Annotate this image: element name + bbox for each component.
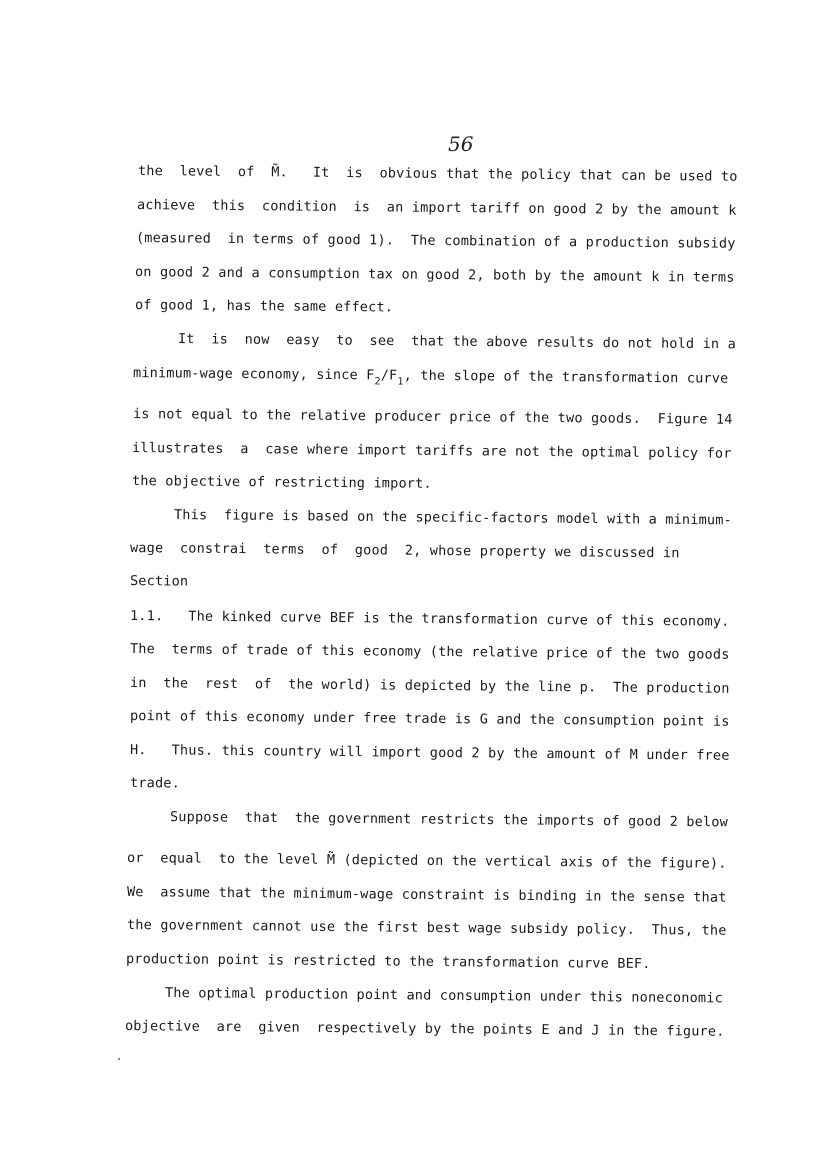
text-line: is not equal to the relative producer price of the two goods. Figure 14 (132, 406, 733, 428)
text-line: achieve this condition is an import tariff on good 2 by the amount k (136, 197, 737, 219)
text-line: It is now easy to see that the above results do not hold in a (177, 331, 737, 353)
text-line: the level of M̃. It is obvious that the policy that can be used to (137, 163, 738, 185)
text-line: illustrates a case where import tariffs are not the optimal policy for (131, 440, 732, 462)
text-line: (measured in terms of good 1). The combination of a production subsidy (135, 230, 736, 252)
text-line: The terms of trade of this economy (the relative price of the two goods (129, 641, 730, 663)
text-line: on good 2 and a consumption tax on good 2, both by the amount k in terms (134, 264, 735, 286)
text-line: or equal to the level M̃ (depicted on the vertical axis of the figure). (126, 850, 727, 872)
text-line: in the rest of the world) is depicted by the line p. The production (129, 675, 730, 697)
text-line: trade. (129, 775, 181, 792)
slope-text-mid: /F (380, 367, 398, 384)
text-line: wage constrai terms of good 2, whose property we discussed in (129, 540, 680, 562)
text-line: of good 1, has the same effect. (134, 297, 394, 316)
text-line: 1.1. The kinked curve BEF is the transformation curve of this economy. (129, 608, 730, 630)
text-line: the objective of restricting import. (131, 473, 432, 492)
text-line: This figure is based on the specific-factors model with a minimum- (173, 507, 733, 529)
text-line-with-subscripts (133, 367, 729, 391)
text-line: H. Thus. this country will import good 2 by the amount of M under free (129, 742, 730, 764)
subscript-2: 2 (374, 376, 381, 388)
slope-text-before: minimum-wage economy, since F (132, 365, 375, 384)
text-line: the government cannot use the first best wage subsidy policy. Thus, the (126, 917, 727, 939)
text-line: point of this economy under free trade is G and the consumption point is (129, 708, 730, 730)
text-line: production point is restricted to the transformation curve BEF. (125, 951, 651, 973)
text-line: Suppose that the government restricts the imports of good 2 below (169, 809, 729, 831)
page-number: 56 (448, 132, 474, 156)
text-line: objective are given respectively by the points E and J in the figure. (124, 1018, 725, 1040)
text-line: The optimal production point and consumption under this noneconomic (164, 985, 724, 1007)
subscript-1: 1 (397, 376, 404, 388)
text-line: We assume that the minimum-wage constraint is binding in the sense that (126, 884, 727, 906)
scan-speck (118, 1058, 120, 1060)
slope-text-after: , the slope of the transformation curve (403, 367, 729, 387)
text-line: Section (129, 573, 189, 590)
